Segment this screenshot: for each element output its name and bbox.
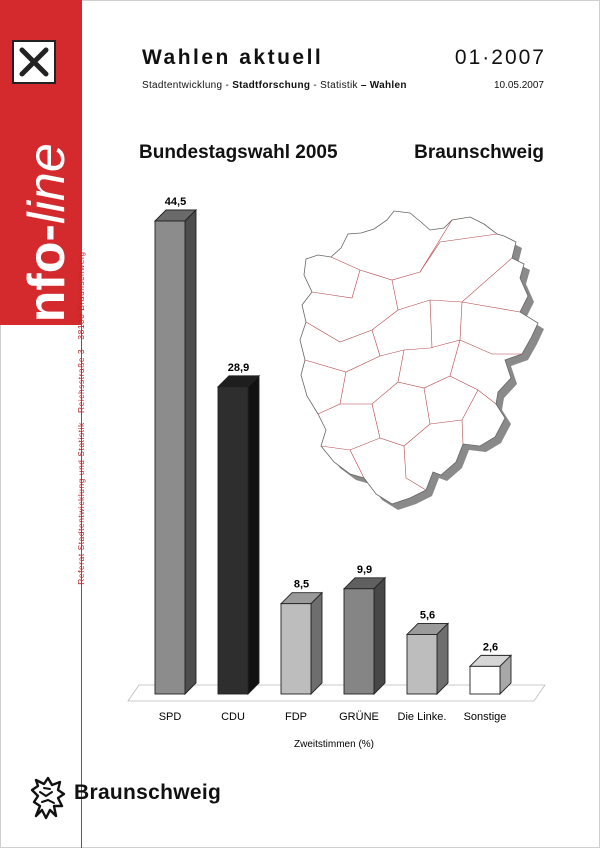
bar-side [311,593,322,694]
bar-front [344,589,374,694]
vertical-address: Referat Stadtentwicklung und Statistik · Reichsstraße 3 - 38100 Braunschweig [76,251,86,585]
bar-value-label: 9,9 [356,563,373,576]
bar-front [407,634,437,694]
bar-front [281,604,311,694]
map-outline [300,211,538,504]
bar-front [470,666,500,694]
bar-value-label: 5,6 [419,609,436,622]
bar-side [248,376,259,694]
x-axis-label: Zweitstimmen (%) [293,739,375,750]
category-label: CDU [221,711,245,723]
bar-5 [470,655,511,694]
bar-value-label: 2,6 [482,641,499,654]
brand-bold: info- [18,224,76,337]
chart-title: Bundestagswahl 2005 [139,142,338,163]
bar-side [374,578,385,694]
footer-logo-text: Braunschweig [74,781,222,804]
category-label: FDP [285,711,307,723]
brand-italic: line [18,143,76,225]
braunschweig-lion-icon [26,776,68,820]
category-label: SPD [158,711,182,723]
subline-part2: Stadtforschung [232,80,311,91]
bar-3 [344,578,385,694]
bar-front [155,221,185,694]
city-map [300,211,544,510]
page-title: Wahlen aktuell [142,46,324,69]
chart-category-labels [159,711,507,723]
issue-date: 10.05.2007 [493,80,544,91]
bar-front [218,387,248,694]
bar-side [437,623,448,694]
bar-1 [218,376,259,694]
issue-number: 01·2007 [454,46,546,69]
subline-part3: - Statistik [310,80,361,91]
bar-0 [155,210,196,694]
bar-value-label: 28,9 [227,361,250,374]
bar-4 [407,623,448,694]
bar-value-label: 44,5 [164,196,187,208]
footer-logo [26,776,222,820]
bar-side [185,210,196,694]
category-label: GRÜNE [339,711,379,723]
subline-part1: Stadtentwicklung - [142,80,233,91]
category-label: Die Linke. [397,711,447,723]
subline-part4: – Wahlen [360,80,407,91]
category-label: Sonstige [463,711,507,723]
bar-value-label: 8,5 [293,578,310,591]
bar-2 [281,593,322,694]
city-title: Braunschweig [414,142,544,163]
